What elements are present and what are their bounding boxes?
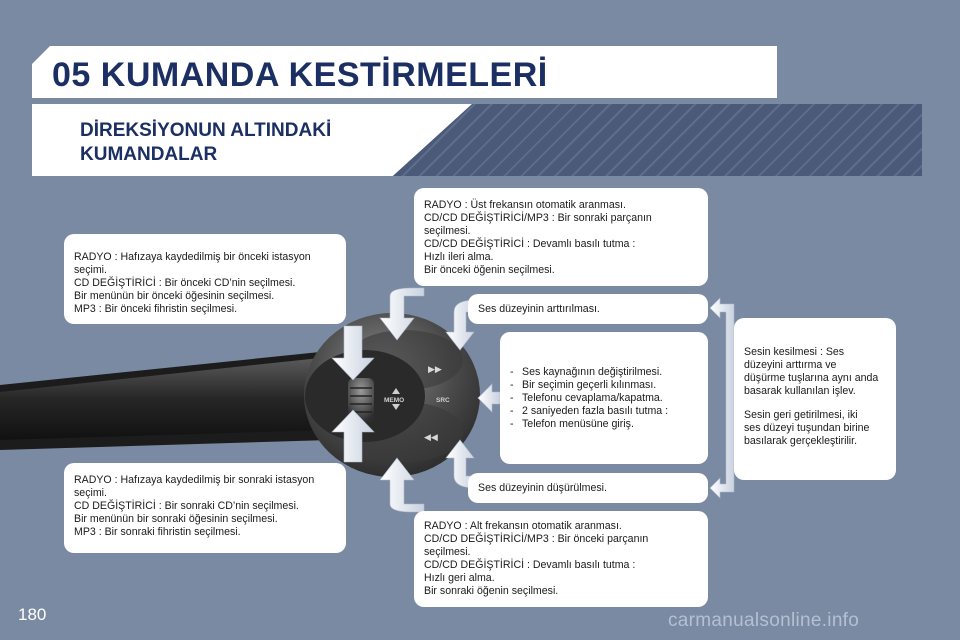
forward-icon: ▶▶	[428, 365, 442, 375]
callout-rotary-up: RADYO : Hafızaya kaydedilmiş bir önceki istasyon seçimi. CD DEĞİŞTİRİCİ : Bir önceki CD’nin seçilmesi. Bir menünün bir önceki öğesinin seçilmesi. MP3 : Bir önceki fihristin seçilmesi.	[64, 234, 346, 324]
list-item: - 2 saniyeden fazla basılı tutma :	[510, 405, 698, 418]
callout-volume-up: Ses düzeyinin arttırılması.	[468, 294, 708, 324]
callout-rotary-down: RADYO : Hafızaya kaydedilmiş bir sonraki istasyon seçimi. CD DEĞİŞTİRİCİ : Bir sonraki CD’nin seçilmesi. Bir menünün bir sonraki öğesinin seçilmesi. MP3 : Bir sonraki fihristin seçilmesi.	[64, 463, 346, 553]
list-item: - Bir seçimin geçerli kılınması.	[510, 379, 698, 392]
callout-src	[500, 332, 708, 464]
memo-label: MEMO	[384, 397, 405, 404]
watermark: carmanualsonline.info	[668, 610, 860, 631]
src-list	[510, 366, 698, 431]
backward-icon: ◀◀	[424, 433, 438, 443]
page-title: 05 KUMANDA KESTİRMELERİ	[52, 56, 548, 94]
list-item: - Ses kaynağının değiştirilmesi.	[510, 366, 698, 379]
arrow-mute-bracket	[710, 298, 734, 498]
list-item: - Telefonu cevaplama/kapatma.	[510, 392, 698, 405]
src-label: SRC	[436, 397, 450, 404]
callout-volume-down: Ses düzeyinin düşürülmesi.	[468, 473, 708, 503]
callout-seek-down: RADYO : Alt frekansın otomatik aranması. CD/CD DEĞİŞTİRİCİ/MP3 : Bir önceki parçanın seçilmesi. CD/CD DEĞİŞTİRİCİ : Devamlı basılı tutma : Hızlı geri alma. Bir sonraki öğenin seçilmesi.	[414, 511, 708, 607]
callout-mute: Sesin kesilmesi : Ses düzeyini arttırma ve düşürme tuşlarına aynı anda basarak kullanılan işlev. Sesin geri getirilmesi, iki ses düzeyi tuşundan birine basılarak gerçekleştirilir.	[734, 318, 896, 480]
list-item-continued: - Telefon menüsüne giriş.	[510, 418, 698, 431]
callout-seek-up: RADYO : Üst frekansın otomatik aranması. CD/CD DEĞİŞTİRİCİ/MP3 : Bir sonraki parçanın seçilmesi. CD/CD DEĞİŞTİRİCİ : Devamlı basılı tutma : Hızlı ileri alma. Bir önceki öğenin seçilmesi.	[414, 188, 708, 286]
arrow-src	[478, 384, 500, 412]
section-subtitle: DİREKSİYONUN ALTINDAKİ KUMANDALAR	[80, 120, 332, 165]
page-number: 180	[18, 605, 47, 624]
